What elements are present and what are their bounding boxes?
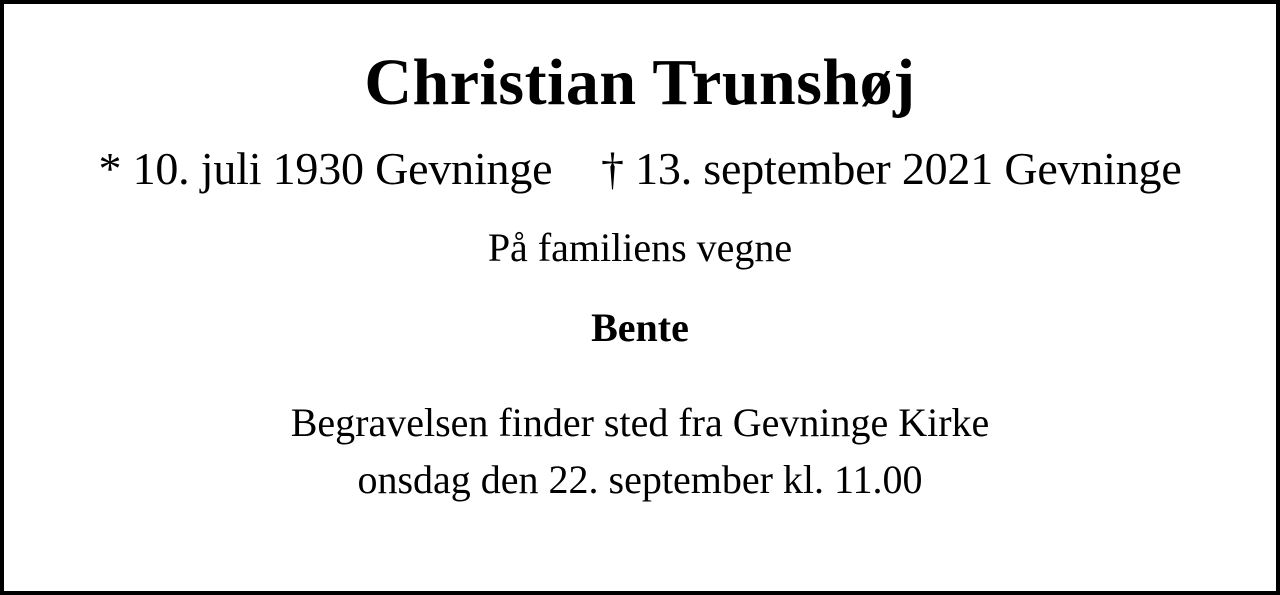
obituary-content bbox=[4, 4, 1276, 591]
birth-date: 10. juli 1930 Gevninge bbox=[132, 143, 553, 195]
death-date: 13. september 2021 Gevninge bbox=[635, 143, 1182, 195]
funeral-details-line-2: onsdag den 22. september kl. 11.00 bbox=[357, 456, 923, 502]
birth-star-icon: * bbox=[98, 143, 122, 195]
funeral-details bbox=[18, 395, 1262, 509]
death-cross-icon: † bbox=[600, 143, 624, 195]
deceased-name: Christian Trunshøj bbox=[364, 46, 916, 119]
signature-name: Bente bbox=[591, 304, 689, 350]
funeral-details-line-1: Begravelsen finder sted fra Gevninge Kirke bbox=[290, 399, 990, 445]
family-line: På familiens vegne bbox=[487, 224, 793, 270]
life-dates bbox=[18, 143, 1262, 195]
